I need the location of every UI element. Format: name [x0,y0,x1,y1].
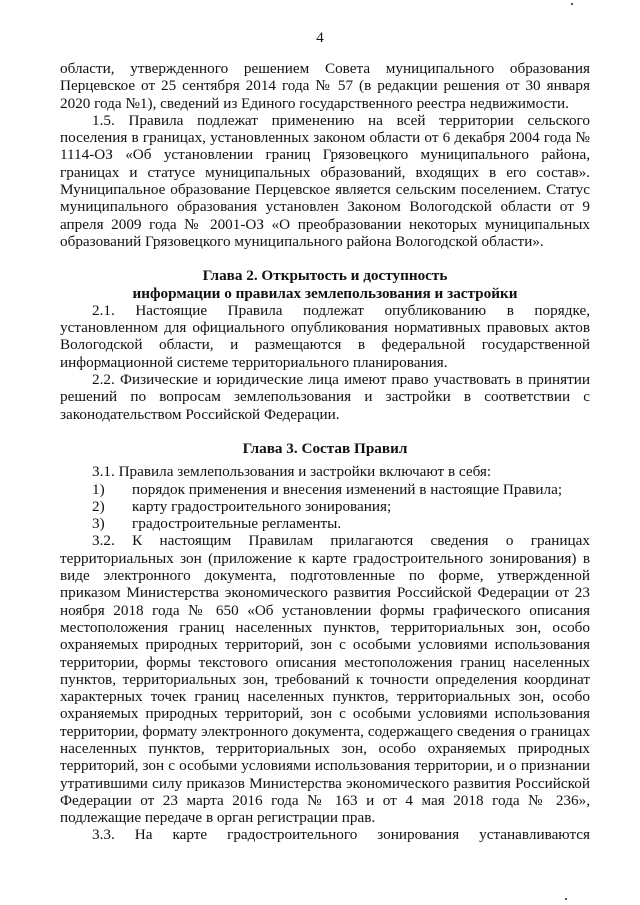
paragraph-2-2: 2.2. Физические и юридические лица имеют право участвовать в принятии решений по вопросам землепользования и застройки в соответствии с законодательством Российской Федерации. [60,371,590,423]
paragraph-3-1: 3.1. Правила землепользования и застройки включают в себя: [92,463,492,481]
paragraph-2-1: 2.1. Настоящие Правила подлежат опубликованию в порядке, установленном для официального опубликования нормативных правовых актов Вологодской области, и размещаются в федеральной государственной информационной системе территориального планирования. [60,301,590,371]
page-number: 4 [316,30,324,46]
list-text: градостроительные регламенты. [132,515,342,533]
list-item [60,481,590,498]
list-marker: 1) [92,480,105,498]
document-body [60,60,590,844]
scan-speck [565,898,567,900]
chapter-2-heading-line-1: Глава 2. Открытость и доступность [202,267,448,285]
list-text: порядок применения и внесения изменений в настоящие Правила; [132,480,563,498]
scan-speck [571,3,573,5]
paragraph-continuation: области, утвержденного решением Совета муниципального образования Перцевское от 25 сентября 2014 года № 57 (в редакции решения от 30 января 2020 года №1), сведений из Единого государственного реестра недвижимости. [60,60,590,112]
list-marker: 3) [92,515,105,533]
paragraph-1-5: 1.5. Правила подлежат применению на всей территории сельского поселения в границах, установленных законом области от 6 декабря 2004 года № 1114-ОЗ «Об установлении границ Грязовецкого муниципального района, границах и статусе муниципальных образований, входящих в его состав». Муниципальное образование Перцевское является сельским поселением. Статус муниципального образования установлен Законом Вологодской области от 9 апреля 2009 года № 2001-ОЗ «О преобразовании некоторых муниципальных образований Грязовецкого муниципального района Вологодской области». [60,111,590,250]
chapter-2-heading-line-2: информации о правилах землепользования и застройки [132,284,518,302]
list-item [60,498,590,515]
list-item [60,515,590,532]
paragraph-3-2: 3.2. К настоящим Правилам прилагаются сведения о границах территориальных зон (приложение к карте градостроительного зонирования) в виде электронного документа, подготовленные по форме, утвержденной приказом Министерства экономического развития Российской Федерации от 23 ноября 2018 года № 650 «Об установлении формы графического описания местоположения границ населенных пунктов, территориальных зон, особо охраняемых природных территорий, зон с особыми условиями использования территории, формы текстового описания местоположения границ населенных пунктов, территориальных зон, требований к точности определения координат характерных точек границ населенных пунктов, территориальных зон, особо охраняемых природных территорий, зон с особыми условиями использования территории, формату электронного документа, содержащего сведения о границах населенных пунктов, территориальных зон, особо охраняемых природных территорий, зон с особыми условиями использования территории, и о признании утратившими силу приказов Министерства экономического развития Российской Федерации от 23 марта 2016 года № 163 и от 4 мая 2018 года № 236», подлежащие передаче в орган регистрации прав. [60,532,590,827]
list-text: карту градостроительного зонирования; [132,497,392,515]
paragraph-3-3: 3.3. На карте градостроительного зонирования устанавливаются [92,826,590,844]
chapter-3-heading: Глава 3. Состав Правил [242,439,408,457]
list-marker: 2) [92,497,105,515]
